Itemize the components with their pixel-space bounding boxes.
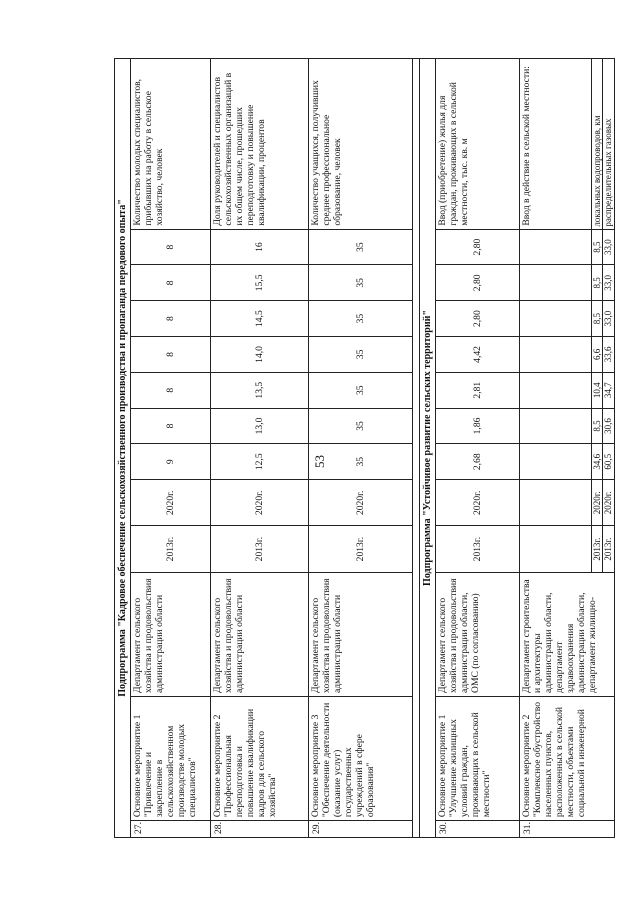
value-cell: 8 [131,265,211,301]
indicator: Количество учащихся, получивших среднее профессиональное образование, человек [309,59,413,230]
value-cell: 35 [309,408,413,444]
value-cell: 1,86 [436,408,520,444]
value-cell: 2,80 [436,301,520,337]
start-year: 2013г. [131,526,211,572]
value-cell: 30,6 [603,408,614,444]
value-cell: 8,5 [592,229,603,265]
start-year: 2013г. [211,526,309,572]
value-cell: 33,0 [603,301,614,337]
start-year: 2013г. [436,526,520,572]
value-cell: 14,0 [211,337,309,373]
indicator: распределительных газовых [603,59,614,230]
end-year: 2020г. [603,480,614,526]
executor: Департамент строительства и архитектуры администрации области, департамент здравоохранения администрации области, департамент жилищно- [520,572,615,696]
start-year: 2013г. [592,526,603,572]
value-cell: 2,68 [436,444,520,480]
indicator-heading: Ввод в действие в сельской местности: [520,59,592,230]
value-cell: 14,5 [211,301,309,337]
value-cell: 33,0 [603,229,614,265]
executor: Департамент сельского хозяйства и продовольствия администрации области [131,572,211,696]
value-cell: 35 [309,372,413,408]
indicator: Ввод (приобретение) жилья для граждан, проживающих в сельской местности, тыс. кв. м [436,59,520,230]
table-row [211,59,309,838]
value-cell: 8 [131,337,211,373]
indicator: Доля руководителей и специалистов сельскохозяйственных организаций в их общем числе, прошедших переподготовку и повышение квалификации, процентов [211,59,309,230]
value-cell: 8,5 [592,265,603,301]
program-events-table [114,58,615,838]
spacer-row [413,59,420,838]
table-row [131,59,211,838]
row-number: 31. [520,821,615,838]
table-row [309,59,413,838]
value-cell: 35 [309,265,413,301]
executor: Департамент сельского хозяйства и продовольствия администрации области, ОМС (по согласованию) [436,572,520,696]
row-number: 29. [309,821,413,838]
end-year: 2020г. [211,480,309,526]
value-cell: 8 [131,301,211,337]
indicator: Количество молодых специалистов, прибывших на работу в сельское хозяйство, человек [131,59,211,230]
end-year: 2020г. [309,480,413,526]
start-year: 2013г. [603,526,614,572]
event-name: Основное мероприятие 2 "Комплексное обустройство населенных пунктов, расположенных в сельской местности, объектами социальной и инженерной [520,696,615,820]
start-year: 2013г. [309,526,413,572]
subprogram-1-title: Подпрограмма "Кадровое обеспечение сельскохозяйственного производства и пропаганда передового опыта" [115,59,131,838]
value-cell: 60,5 [603,444,614,480]
value-cell: 16 [211,229,309,265]
page-number: 53 [312,455,327,468]
event-name: Основное мероприятие 3 "Обеспечение деятельности (оказание услуг) государственных учреждений в сфере образования" [309,696,413,820]
value-cell: 33,6 [603,337,614,373]
event-name: Основное мероприятие 1 "Улучшение жилищных условий граждан, проживающих в сельской местности" [436,696,520,820]
value-cell: 2,81 [436,372,520,408]
value-cell: 8 [131,408,211,444]
table-row [436,59,520,838]
value-cell: 8,5 [592,301,603,337]
subprogram-2-title: Подпрограмма "Устойчивое развитие сельских территорий" [420,59,436,838]
value-cell: 9 [131,444,211,480]
row-number: 28. [211,821,309,838]
end-year: 2020г. [436,480,520,526]
row-number: 27. [131,821,211,838]
value-cell: 35 [309,444,413,480]
end-year: 2020г. [131,480,211,526]
value-cell: 35 [309,229,413,265]
value-cell: 2,80 [436,265,520,301]
event-name: Основное мероприятие 2 "Профессиональная переподготовка и повышение квалификации кадров для сельского хозяйства" [211,696,309,820]
value-cell: 13,0 [211,408,309,444]
value-cell: 2,80 [436,229,520,265]
subprogram-header-row [420,59,436,838]
end-year: 2020г. [592,480,603,526]
value-cell: 34,7 [603,372,614,408]
value-cell: 15,5 [211,265,309,301]
value-cell: 13,5 [211,372,309,408]
subprogram-header-row [115,59,131,838]
value-cell: 35 [309,337,413,373]
value-cell: 34,6 [592,444,603,480]
value-cell: 8 [131,372,211,408]
table-row [520,59,592,838]
value-cell: 8 [131,229,211,265]
value-cell: 6,6 [592,337,603,373]
value-cell: 33,0 [603,265,614,301]
executor: Департамент сельского хозяйства и продовольствия администрации области [211,572,309,696]
row-number: 30. [436,821,520,838]
value-cell: 8,5 [592,408,603,444]
indicator: локальных водопроводов, км [592,59,603,230]
rotated-table-wrapper [114,58,614,838]
executor: Департамент сельского хозяйства и продовольствия администрации области [309,572,413,696]
value-cell: 4,42 [436,337,520,373]
value-cell: 10,4 [592,372,603,408]
value-cell: 12,5 [211,444,309,480]
event-name: Основное мероприятие 1 "Привлечение и закрепление в сельскохозяйственном производстве молодых специалистов" [131,696,211,820]
value-cell: 35 [309,301,413,337]
